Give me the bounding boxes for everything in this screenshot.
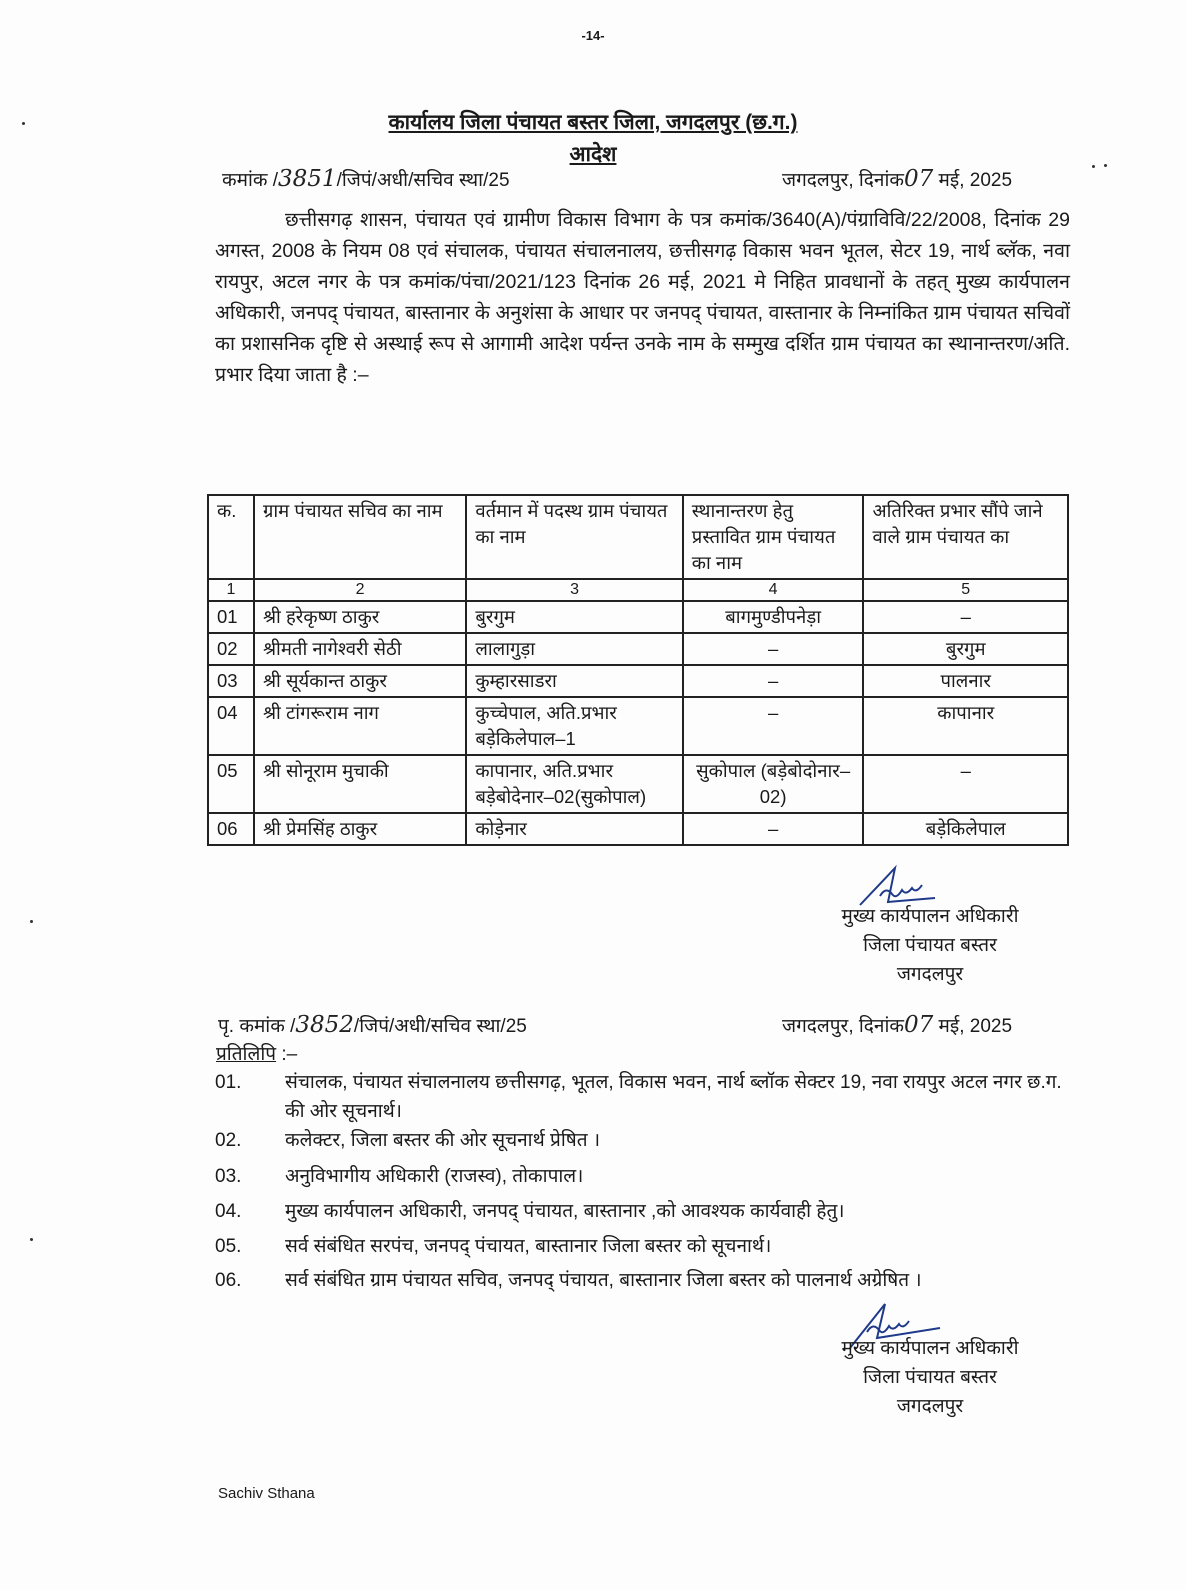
cell-serial: 06 xyxy=(208,813,254,845)
cell-current: कोड़ेनार xyxy=(466,813,682,845)
order-body-paragraph: छत्तीसगढ़ शासन, पंचायत एवं ग्रामीण विकास विभाग के पत्र कमांक/3640(A)/पंग्राविवि/22/2008, दिनांक 29 अगस्त, 2008 के नियम 08 एवं संचालक, पंचायत संचालनालय, छत्तीसगढ़ विकास भवन भूतल, सेटर 19, नार्थ ब्लॅक, नवा रायपुर, अटल नगर के पत्र कमांक/पंचा/2021/123 दिनांक 26 मई, 2021 मे निहित प्रावधानों के तहत् मुख्य कार्यपालन अधिकारी, जनपद् पंचायत, बास्तानार के अनुशंसा के आधार पर जनपद् पंचायत, वास्तानार के निम्नांकित ग्राम पंचायत सचिवों का प्रशासनिक दृष्टि से अस्थाई रूप से आगामी आदेश पर्यन्त उनके नाम के सम्मुख दर्शित ग्राम पंचायत का स्थानान्तरण/अति. प्रभार दिया जाता है :– xyxy=(215,209,1070,386)
speck xyxy=(30,920,33,923)
handwritten-order-day: 07 xyxy=(903,166,934,192)
cell-proposed: बागमुण्डीपनेड़ा xyxy=(683,601,864,633)
signatory-place: जगदलपुर xyxy=(896,1396,964,1417)
cell-additional: – xyxy=(863,601,1068,633)
copy-list-item: 03. अनुविभागीय अधिकारी (राजस्व), तोकापाल। xyxy=(215,1166,584,1187)
order-ref-date: जगदलपुर, दिनांक07 मई, 2025 xyxy=(782,166,1013,192)
cell-name: श्री प्रेमसिंह ठाकुर xyxy=(254,813,466,845)
handwritten-copy-number: 3852 xyxy=(295,1012,354,1038)
copy-list-item: 01. संचालक, पंचायत संचालनालय छत्तीसगढ़, भूतल, विकास भवन, नार्थ ब्लॉक सेक्टर 19, नवा रायपुर अटल नगर छ.ग. की ओर सूचनार्थ। xyxy=(215,1072,1062,1122)
table-row xyxy=(208,755,1068,813)
cell-name: श्रीमती नागेश्वरी सेठी xyxy=(254,633,466,665)
signature-block-order xyxy=(800,902,1060,989)
signatory-designation: मुख्य कार्यपालन अधिकारी xyxy=(841,1338,1019,1359)
cell-name: श्री सोनूराम मुचाकी xyxy=(254,755,466,813)
copy-ref-number: पृ. कमांक /3852/जिपं/अधी/सचिव स्था/25 xyxy=(218,1012,527,1038)
header-serial: क. xyxy=(208,495,254,579)
copy-heading: प्रतिलिपि :– xyxy=(216,1044,298,1065)
handwritten-copy-day: 07 xyxy=(903,1012,934,1038)
table-row xyxy=(208,633,1068,665)
signatory-designation: मुख्य कार्यपालन अधिकारी xyxy=(841,906,1019,927)
cell-additional: बुरगुम xyxy=(863,633,1068,665)
transfer-table xyxy=(207,494,1069,846)
cell-current: कुम्हारसाडरा xyxy=(466,665,682,697)
column-number: 1 xyxy=(208,579,254,601)
office-title: कार्यालय जिला पंचायत बस्तर जिला, जगदलपुर (छ.ग.) xyxy=(388,111,798,134)
signature-block-copy xyxy=(800,1334,1060,1421)
signatory-office: जिला पंचायत बस्तर xyxy=(863,935,997,956)
header-proposed-panchayat: स्थानान्तरण हेतु प्रस्तावित ग्राम पंचायत का नाम xyxy=(683,495,864,579)
cell-name: श्री हरेकृष्ण ठाकुर xyxy=(254,601,466,633)
cell-additional: बड़ेकिलेपाल xyxy=(863,813,1068,845)
cell-additional: पालनार xyxy=(863,665,1068,697)
cell-serial: 04 xyxy=(208,697,254,755)
header-current-panchayat: वर्तमान में पदस्थ ग्राम पंचायत का नाम xyxy=(466,495,682,579)
footer-label: Sachiv Sthana xyxy=(218,1485,315,1502)
copy-list-item: 06. सर्व संबंधित ग्राम पंचायत सचिव, जनपद् पंचायत, बास्तानार जिला बस्तर को पालनार्थ अग्रेषित । xyxy=(215,1270,922,1291)
cell-additional: – xyxy=(863,755,1068,813)
signatory-place: जगदलपुर xyxy=(896,964,964,985)
cell-name: श्री टांगरूराम नाग xyxy=(254,697,466,755)
order-title: आदेश xyxy=(569,143,617,166)
speck xyxy=(30,1238,33,1241)
table-row xyxy=(208,813,1068,845)
copy-ref-date: जगदलपुर, दिनांक07 मई, 2025 xyxy=(782,1012,1013,1038)
cell-proposed: सुकोपाल (बड़ेबोदोनार–02) xyxy=(683,755,864,813)
cell-serial: 01 xyxy=(208,601,254,633)
cell-current: कापानार, अति.प्रभार बड़ेबोदेनार–02(सुकोपाल) xyxy=(466,755,682,813)
cell-proposed: – xyxy=(683,697,864,755)
copy-list-item: 02. कलेक्टर, जिला बस्तर की ओर सूचनार्थ प्रेषित । xyxy=(215,1130,601,1151)
copy-list-item: 05. सर्व संबंधित सरपंच, जनपद् पंचायत, बास्तानार जिला बस्तर को सूचनार्थ। xyxy=(215,1236,772,1257)
cell-current: बुरगुम xyxy=(466,601,682,633)
header-secretary-name: ग्राम पंचायत सचिव का नाम xyxy=(254,495,466,579)
cell-current: कुच्चेपाल, अति.प्रभार बड़ेकिलेपाल–1 xyxy=(466,697,682,755)
cell-serial: 02 xyxy=(208,633,254,665)
handwritten-order-number: 3851 xyxy=(278,166,337,192)
cell-proposed: – xyxy=(683,813,864,845)
table-header-row xyxy=(208,495,1068,579)
speck xyxy=(1104,164,1107,167)
speck xyxy=(22,122,25,125)
column-number: 3 xyxy=(466,579,682,601)
column-number: 2 xyxy=(254,579,466,601)
column-number: 5 xyxy=(863,579,1068,601)
copy-list-item: 04. मुख्य कार्यपालन अधिकारी, जनपद् पंचायत, बास्तानार ,को आवश्यक कार्यवाही हेतु। xyxy=(215,1201,845,1222)
column-number: 4 xyxy=(683,579,864,601)
cell-proposed: – xyxy=(683,665,864,697)
signatory-office: जिला पंचायत बस्तर xyxy=(863,1367,997,1388)
table-row xyxy=(208,665,1068,697)
table-row xyxy=(208,697,1068,755)
cell-proposed: – xyxy=(683,633,864,665)
page-number: -14- xyxy=(581,28,605,43)
speck xyxy=(1092,165,1095,168)
table-row xyxy=(208,601,1068,633)
column-number-row xyxy=(208,579,1068,601)
cell-name: श्री सूर्यकान्त ठाकुर xyxy=(254,665,466,697)
cell-serial: 03 xyxy=(208,665,254,697)
cell-current: लालागुड़ा xyxy=(466,633,682,665)
header-additional-charge: अतिरिक्त प्रभार सौंपे जाने वाले ग्राम पंचायत का xyxy=(863,495,1068,579)
cell-serial: 05 xyxy=(208,755,254,813)
order-ref-number: कमांक /3851/जिपं/अधी/सचिव स्था/25 xyxy=(222,166,510,192)
cell-additional: कापानार xyxy=(863,697,1068,755)
